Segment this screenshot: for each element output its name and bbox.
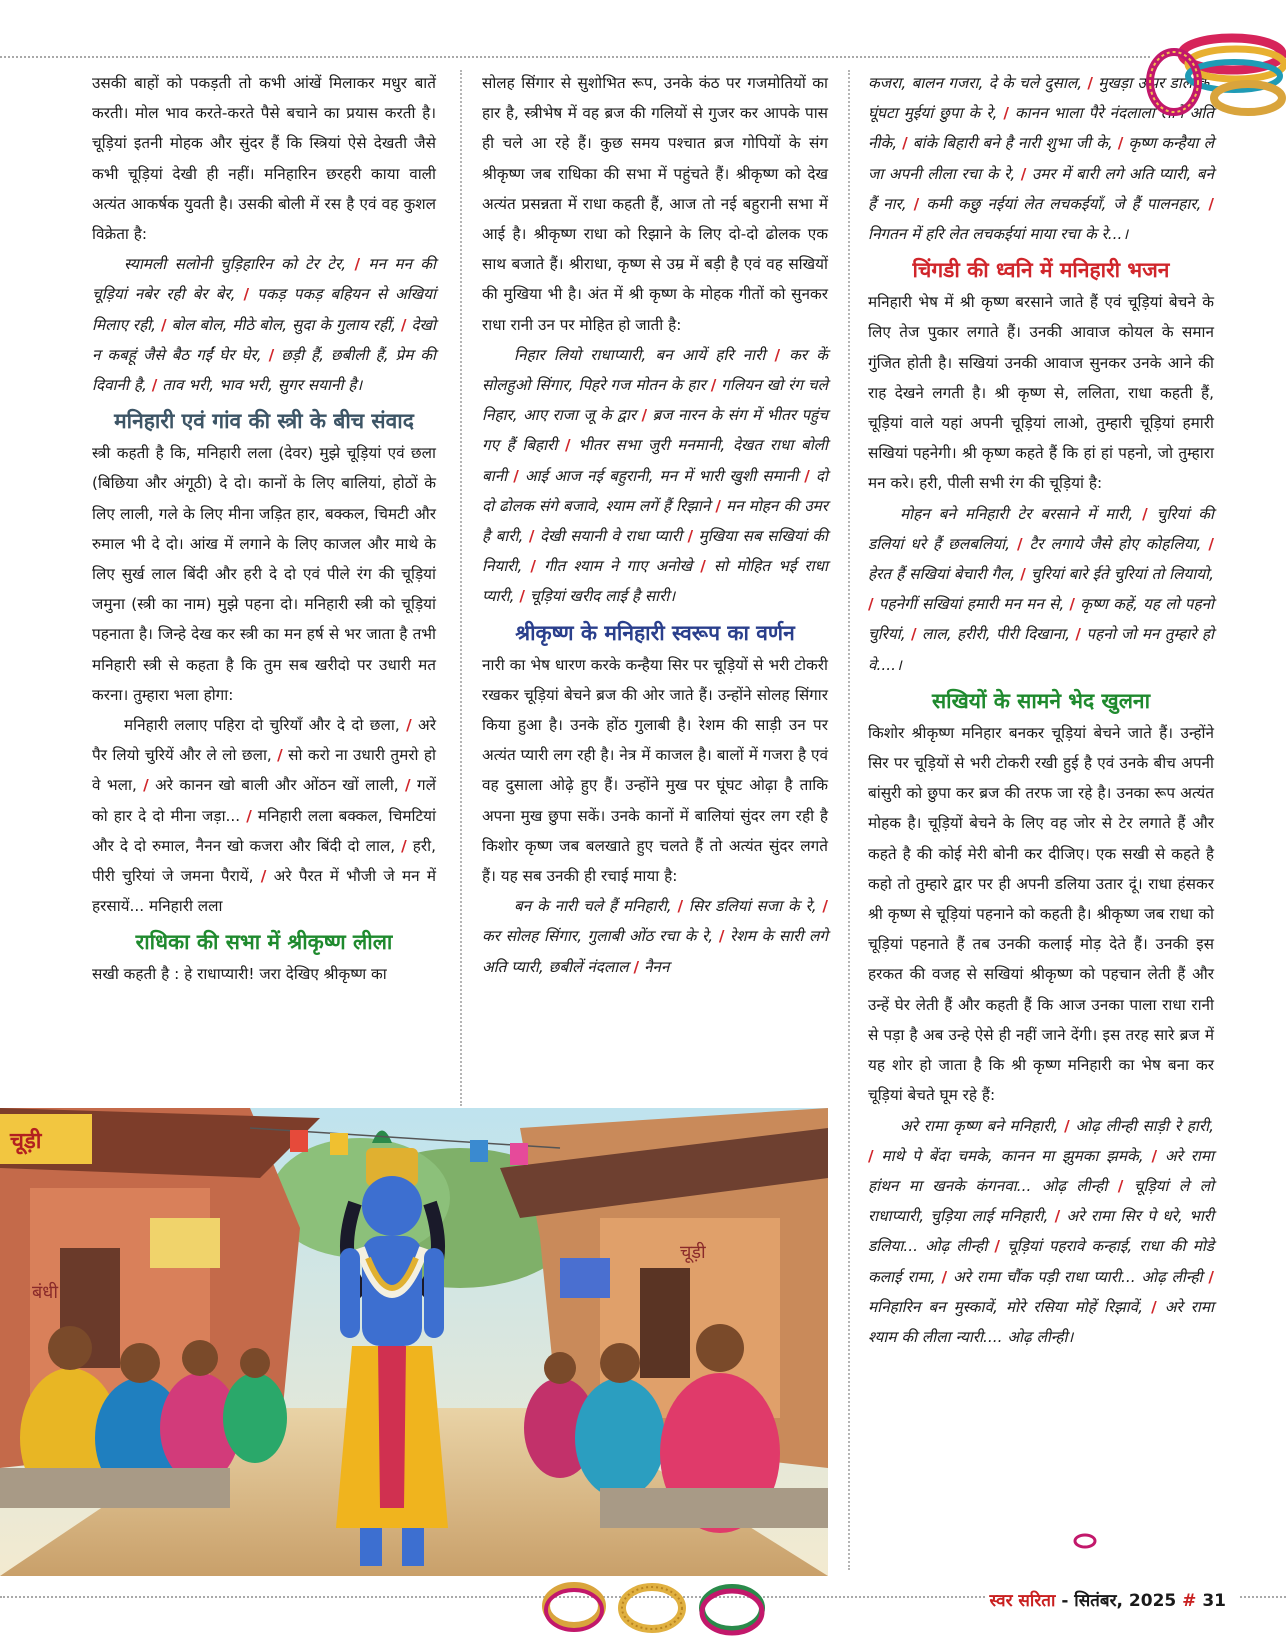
body-paragraph: मनिहारी ललाए पहिरा दो चुरियाँ और दे दो छला, / अरे पैर लियो चुरियें और ले लो छला, / सो करो ना उधारी तुमरो हो वे भला, / अरे कानन खो बाली और ओंठन खों लाली, / गलें को हार दे दो मीना जड़ा... / मनिहारी लला बक्कल, चिमटियां और दे दो रुमाल, नैनन खो कजरा और बिंदी दो लाल, / हरी, पीरी चुरियां जे जमना पैरायें, / अरे पैरत में भौजी जे मन में हरसायें... मनिहारी लला: [92, 716, 437, 916]
verse-separator: /: [1054, 1207, 1061, 1226]
page-hash: #: [1182, 1591, 1197, 1611]
verse-separator: /: [804, 466, 810, 485]
verse-separator: /: [687, 527, 694, 546]
top-rule: [0, 56, 1150, 58]
verse-separator: /: [1117, 1176, 1124, 1195]
verse-separator: /: [1142, 504, 1148, 523]
body-paragraph: किशोर श्रीकृष्ण मनिहार बनकर चूड़ियां बेचने जाते हैं। उन्होंने सिर पर चूड़ियों से भरी टोकरी रखी हुई है एवं उनके बीच अपनी बांसुरी को छुपा कर ब्रज की तरफ जा रहे है। उनका रूप अत्यंत मोहक है। चूड़ियों बेचने के लिए वह जोर से टेर लगाते हैं और कहते है की कोई मेरी बोनी कर दीजिए। एक सखी से कहते है कहो तो तुम्हारे द्वार पर ही अपनी डलिया उतार दूं। राधा हंसकर श्री कृष्ण से चूड़ियां पहनाने को कहती है। श्रीकृष्ण जब राधा को चूड़ियां पहनाते हैं तब उनकी कलाई मोड़ देते हैं। उनकी इस हरकत की वजह से सखियां श्रीकृष्ण को पहचान लेती हैं और उन्हें घेर लेती हैं और कहती हैं कि आज उनका पाला राधा रानी से पड़ा है अब उन्हे ऐसे ही नहीं जाने देंगी। इस तरह सारे ब्रज में यह शोर हो जाता है कि श्री कृष्ण मनिहारी का भेष बना कर चूड़ियां बेचते घूम रहे हैं:: [868, 723, 1214, 1105]
section-heading: चिंगडी की ध्वनि में मनिहारी भजन: [912, 258, 1170, 283]
verse-separator: /: [822, 897, 828, 916]
section-heading: श्रीकृष्ण के मनिहारी स्वरूप का वर्णन: [515, 620, 795, 645]
verse-separator: /: [1020, 164, 1027, 183]
shop-sign: चूड़ी: [10, 1129, 42, 1154]
verse-separator: /: [710, 376, 717, 395]
verse-separator: /: [564, 436, 571, 455]
page-footer: [990, 1588, 1227, 1611]
verse-separator: /: [513, 466, 519, 485]
verse-separator: /: [406, 716, 412, 735]
verse-separator: /: [941, 1267, 948, 1286]
issue-date: - सितंबर, 2025: [1061, 1591, 1177, 1611]
verse-separator: /: [401, 836, 407, 855]
poem-verse: कजरा, बालन गजरा, दे के चले दुसाल, / मुखड़ा ऊपर डाल के, घूंघटा मुईयां छुपा के रे, / कानन भाला पैरे नंदलाला लागे अति नीके, / बांके बिहारी बने है नारी शुभा जी के, / कृष्ण कन्हैया ले जा अपनी लीला रचा के रे, / उमर में बारी लगे अति प्यारी, बने हैं नार, / कमी कछु नईयां लेत लचकईयाँ, जे हैं पालनहार, / निगतन में हरि लेत लचकईयां माया रचा के रे...।: [868, 74, 1214, 244]
body-paragraph: सोलह सिंगार से सुशोभित रूप, उनके कंठ पर गजमोतियों का हार है, स्त्रीभेष में वह ब्रज की गलियों से गुजर कर आपके पास ही चले आ रहे हैं। कुछ समय पश्चात ब्रज गोपियों के संग श्रीकृष्ण जब राधिका की सभा में पहुंचते हैं। श्रीकृष्ण को देख अत्यंत प्रसन्नता में राधा कहती हैं, आज तो नई बहुरानी सभा में आई है। श्रीकृष्ण राधा को रिझाने के लिए दो-दो ढोलक एक साथ बजाते हैं। श्रीराधा, कृष्ण से उम्र में बड़ी है एवं वह सखियों की मुखिया भी है। अंत में श्री कृष्ण के मोहक गीतों को सुनकर राधा रानी उन पर मोहित हो जाती है:: [482, 74, 828, 334]
body-paragraph: सखी कहती है : हे राधाप्यारी! जरा देखिए श्रीकृष्ण का: [92, 965, 387, 984]
verse-separator: /: [400, 315, 407, 334]
verse-separator: /: [994, 1237, 1000, 1256]
verse-separator: /: [243, 285, 250, 304]
section-heading: राधिका की सभा में श्रीकृष्ण लीला: [135, 930, 393, 955]
verse-separator: /: [700, 557, 706, 576]
verse-separator: /: [1003, 104, 1009, 123]
poem-verse: स्यामली सलोनी चुड़िहारिन को टेर टेर, / मन मन की चूड़ियां नबेर रही बेर बेर, / पकड़ पकड़ बहियन से अखियां मिलाए रही, / बोल बोल, मीठे बोल, सुदा के गुलाय रहीं, / देखो न कबहूं जैसे बैठ गईं घेर घेर, / छड़ी हैं, छबीली हैं, प्रेम की दिवानी है, / ताव भरी, भाव भरी, सुगर सयानी है।: [92, 255, 436, 395]
bangle-icon: [1072, 1532, 1098, 1550]
verse-separator: /: [143, 776, 149, 795]
article-column-3: [868, 68, 1214, 1352]
poem-verse: मोहन बने मनिहारी टेर बरसाने में मारी, / चुरियां की डलियां धरे हैं छलबलियां, / टैर लगाये जैसे होए कोहलिया, / हेरत हैं सखियां बेचारी गैल, / चुरियां बारे ईते चुरियां तो लियायो, / पहनेगीं सखियां हमारी मन मन से, / कृष्ण कहें, यह लो पहनो चुरियां, / लाल, हरीरी, पीरी दिखाना, / पहनो जो मन तुम्हारे हो वे....।: [868, 504, 1215, 674]
body-paragraph: मनिहारी भेष में श्री कृष्ण बरसाने जाते हैं एवं चूड़ियां बेचने के लिए तेज पुकार लगाते हैं। उनकी आवाज कोयल के समान गुंजित होती है। सखियां उनकी आवाज सुनकर उनके आने की राह देखने लगती है। श्री कृष्ण से, ललिता, राधा कहती हैं, चूड़ियां वाले यहां अपनी चूड़ियां लाओ, तुम्हारी चूड़ियां हमारी सखियां पहनेगी। श्री कृष्ण कहते हैं कि हां हां पहनो, जो तुम्हारा मन करे। हरी, पीली सभी रंग की चूड़ियां है:: [868, 293, 1214, 493]
verse-separator: /: [405, 776, 411, 795]
verse-separator: /: [1208, 1267, 1214, 1286]
verse-separator: /: [1064, 1116, 1070, 1135]
verse-separator: /: [354, 255, 361, 274]
verse-separator: /: [718, 927, 725, 946]
page-number: 31: [1202, 1591, 1226, 1611]
verse-separator: /: [151, 376, 158, 395]
bottom-rule: [0, 1596, 985, 1598]
verse-separator: /: [633, 957, 640, 976]
verse-separator: /: [1020, 565, 1026, 584]
verse-separator: /: [868, 595, 874, 614]
verse-separator: /: [1087, 74, 1093, 92]
article-column-1: [92, 68, 436, 990]
verse-separator: /: [530, 557, 537, 576]
poem-verse: बन के नारी चले हैं मनिहारी, / सिर डलियां सजा के रे, / कर सोलह सिंगार, गुलाबी ओंठ रचा के रे, / रेशम के सारी लगे अति प्यारी, छबीलें नंदलाल / नैनन: [482, 897, 828, 976]
verse-separator: /: [1151, 1146, 1158, 1165]
bangles-stack-icon: [1144, 20, 1286, 124]
verse-separator: /: [677, 897, 684, 916]
column-separator-2: [848, 70, 850, 1570]
verse-separator: /: [260, 867, 267, 886]
verse-separator: /: [641, 406, 648, 425]
verse-separator: /: [1117, 134, 1124, 153]
verse-separator: /: [160, 315, 167, 334]
verse-separator: /: [1208, 194, 1214, 213]
verse-separator: /: [246, 806, 252, 825]
wall-writing: बंधी: [32, 1282, 59, 1303]
verse-separator: /: [519, 587, 525, 606]
section-heading: सखियों के सामने भेद खुलना: [931, 688, 1151, 713]
verse-separator: /: [1151, 1297, 1157, 1316]
verse-separator: /: [1016, 534, 1023, 553]
verse-separator: /: [911, 625, 917, 644]
body-paragraph: स्त्री कहती है कि, मनिहारी लला (देवर) मुझे चूड़ियां एवं छला (बिछिया और अंगूठी) दे दो। कानों के लिए बालियां, होठों के लिए लाली, गले के लिए मीना जड़ित हार, बक्कल, चिमटी और रुमाल भी दे दो। आंख में लगाने के लिए काजल और माथे के लिए सुर्ख लाल बिंदी और हरी दे दो एवं पीले रंग की चूड़ियां जमुना (स्त्री का नाम) मुझे पहना दो। मनिहारी स्त्री को चूड़ियां पहनाता है। जिन्हे देख कर स्त्री का मन हर्ष से भर जाता है तभी मनिहारी स्त्री से कहता है कि तुम सब खरीदो पर उधारी मत करना। तुम्हारा भला होगा:: [92, 444, 436, 704]
verse-separator: /: [1069, 595, 1075, 614]
bottom-rule-right: [1240, 1596, 1286, 1598]
verse-separator: /: [913, 194, 920, 213]
verse-separator: /: [902, 134, 908, 153]
krishna-manihari-illustration: [0, 1108, 828, 1576]
verse-separator: /: [774, 345, 781, 364]
verse-separator: /: [715, 496, 721, 515]
section-heading: मनिहारी एवं गांव की स्त्री के बीच संवाद: [114, 409, 414, 434]
verse-separator: /: [528, 527, 535, 546]
verse-separator: /: [868, 1146, 874, 1165]
wall-writing-right: चूड़ी: [680, 1242, 706, 1263]
poem-verse: निहार लियो राधाप्यारी, बन आयें हरि नारी / कर कें सोलहुओ सिंगार, पिहरे गज मोतन के हार / गलियन खो रंग चले निहार, आए राजा जू के द्वार / ब्रज नारन के संग में भीतर पहुंच गए हैं बिहारी / भीतर सभा जुरी मनमानी, देखत राधा बोली बानी / आई आज नई बहुरानी, मन में भारी खुशी समानी / दो दो ढोलक संगे बजावे, श्याम लगें हैं रिझाने / मन मोहन की उमर है बारी, / देखी सयानी वे राधा प्यारी / मुखिया सब सखियां की नियारी, / गीत श्याम ने गाए अनोखे / सो मोहित भई राधा प्यारी, / चूड़ियां खरीद लाई है सारी।: [482, 345, 829, 606]
verse-separator: /: [1208, 534, 1214, 553]
bangles-row-icon: [540, 1580, 770, 1642]
column-separator-1: [460, 70, 462, 1106]
body-paragraph: नारी का भेष धारण करके कन्हैया सिर पर चूड़ियों से भरी टोकरी रखकर चूड़ियां बेचने ब्रज की ओर जाते हैं। उन्होंने सोलह सिंगार किया हुआ है। उनके होंठ गुलाबी है। रेशम की साड़ी उन पर अत्यंत प्यारी लग रही है। नेत्र में काजल है। बालों में गजरा है एवं वह दुसाला ओढ़े हुए हैं। उन्होंने मुख पर घूंघट ओढ़ा है ताकि अपना मुख छुपा सकें। उनके कानों में बालियां सुंदर लग रही है किशोर कृष्ण जब बलखाते हुए चलते हैं तो अत्यंत सुंदर लगते हैं। यह सब उनकी ही रचाई माया है:: [482, 655, 828, 886]
verse-separator: /: [277, 746, 283, 765]
body-paragraph: उसकी बाहों को पकड़ती तो कभी आंखें मिलाकर मधुर बातें करती। मोल भाव करते-करते पैसे बचाने का प्रयास करती है। चूड़ियां इतनी मोहक और सुंदर हैं कि स्त्रियां ऐसे देखती जैसे कभी चूड़ियां देखी ही नहीं। मनिहारिन छरहरी काया वाली अत्यंत आकर्षक युवती है। उसकी बोली में रस है एवं वह कुशल विक्रेता है:: [92, 74, 436, 244]
verse-separator: /: [268, 345, 275, 364]
article-column-2: [482, 68, 828, 982]
magazine-name: स्वर सरिता: [989, 1591, 1056, 1611]
verse-separator: /: [1075, 625, 1081, 644]
poem-verse: अरे रामा कृष्ण बने मनिहारी, / ओढ़ लीन्ही साड़ी रे हारी, / माथे पे बेंदा चमके, कानन मा झुमका झमके, / अरे रामा हांथन मा खनके कंगनवा... ओढ़ लीन्ही / चूड़ियां ले लो राधाप्यारी, चुड़िया लाई मनिहारी, / अरे रामा सिर पे धरे, भारी डलिया... ओढ़ लीन्ही / चूड़ियां पहरावे कन्हाई, राधा की मोडे कलाई रामा, / अरे रामा चौंक पड़ी राधा प्यारी... ओढ़ लीन्ही / मनिहारिन बन मुस्कावें, मोरे रसिया मोहें रिझावें, / अरे रामा श्याम की लीला न्यारी.... ओढ़ लीन्ही।: [868, 1116, 1215, 1346]
